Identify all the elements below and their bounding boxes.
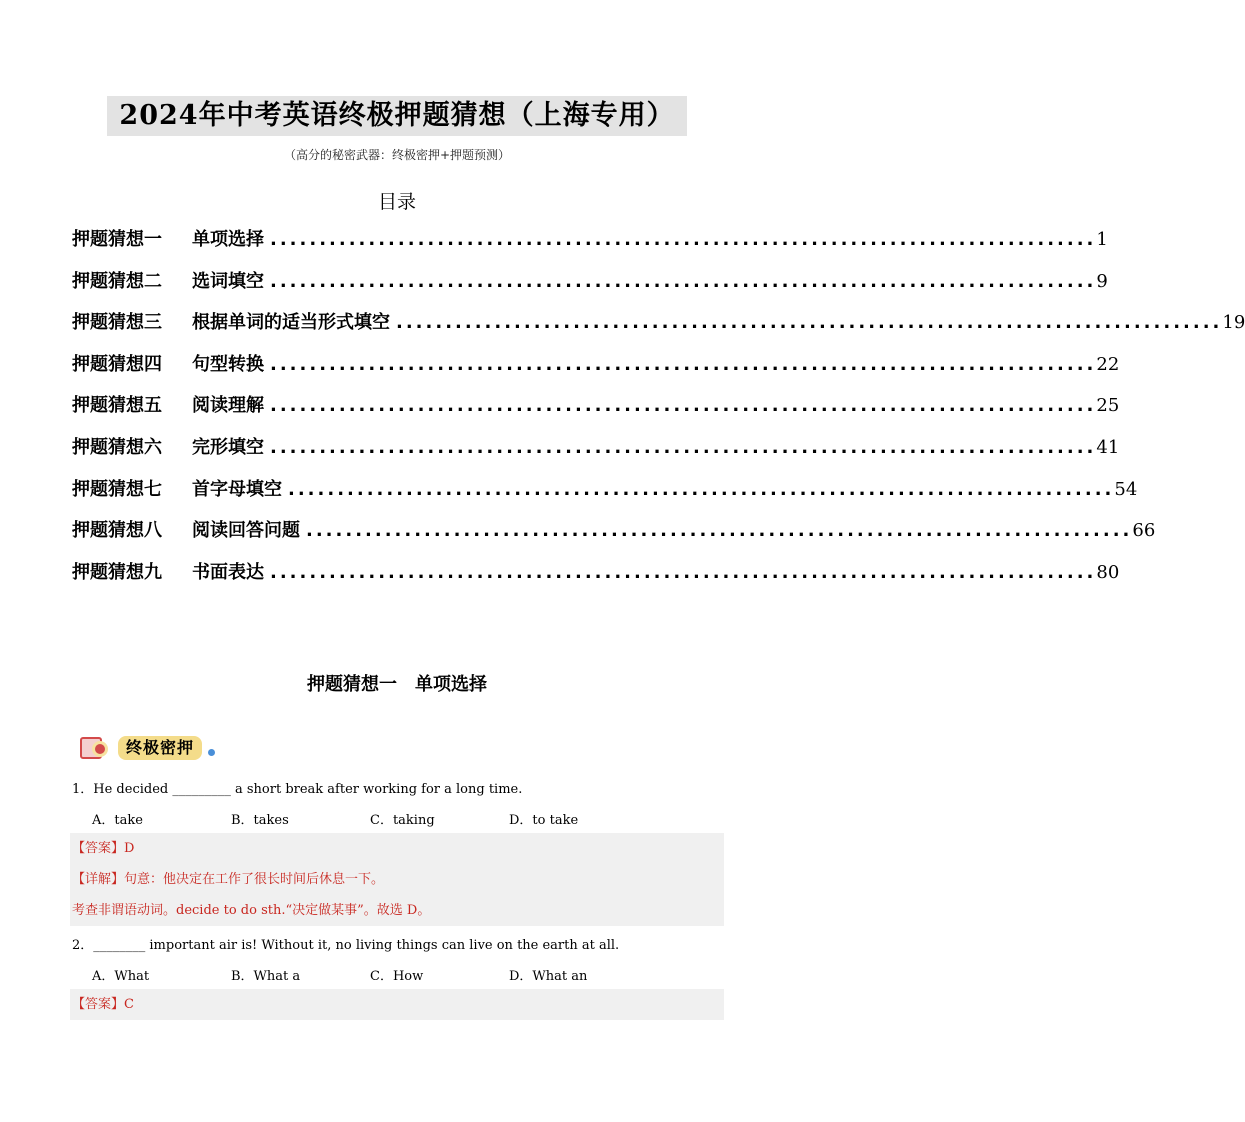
answer-box [70, 833, 724, 926]
option: B．What a [231, 969, 301, 984]
toc-entry-title: 选词填空 [192, 270, 264, 292]
option: D．What an [509, 969, 588, 984]
toc-entry-label: 押题猜想一 [72, 229, 162, 250]
toc-entry-label: 押题猜想八 [72, 520, 162, 542]
toc-entry-label: 押题猜想四 [72, 353, 162, 375]
toc-entry-title: 根据单词的适当形式填空 [192, 312, 390, 334]
toc-leader-dots: .................................................................................... [396, 312, 1223, 334]
toc-entry-title: 句型转换 [192, 353, 264, 375]
toc-entry-page: 19 [1222, 312, 1245, 334]
toc-leader-dots: .................................................................................... [270, 270, 1097, 292]
option: C．taking [370, 813, 435, 828]
target-paper-icon [80, 735, 114, 761]
question-options [92, 965, 648, 984]
toc-entry-title: 首字母填空 [192, 478, 282, 500]
section-badge [80, 735, 215, 761]
toc-leader-dots: .................................................................................... [270, 395, 1097, 417]
document-title: 2024年中考英语终极押题猜想（上海专用） [107, 96, 686, 136]
toc-entry-label: 押题猜想二 [72, 270, 162, 292]
question-stem: 2．________ important air is! Without it, no living things can live on the earth at all. [72, 938, 620, 953]
answer-line: 【答案】C [72, 997, 134, 1012]
toc-entry-page: 22 [1096, 353, 1120, 375]
toc-entry-label: 押题猜想三 [72, 312, 162, 334]
toc-entry[interactable] [72, 433, 1120, 475]
toc-entry-page: 9 [1096, 270, 1108, 292]
toc-entry-label: 押题猜想九 [72, 561, 162, 583]
badge-label: 终极密押 [118, 736, 202, 760]
toc-entry-page: 80 [1096, 561, 1120, 583]
toc-entry-page: 54 [1114, 478, 1138, 500]
toc-entry-title: 完形填空 [192, 436, 264, 458]
toc-entry-page: 25 [1096, 395, 1120, 417]
toc-entry-label: 押题猜想五 [72, 395, 162, 417]
dot-icon [208, 749, 215, 756]
toc-entry[interactable] [72, 558, 1120, 600]
toc-entry[interactable] [72, 350, 1120, 392]
toc-entry[interactable] [72, 267, 1108, 309]
toc-entry[interactable] [72, 516, 1156, 558]
option: C．How [370, 969, 424, 984]
table-of-contents [72, 225, 1245, 599]
toc-entry-title: 单项选择 [192, 229, 264, 250]
toc-leader-dots: .................................................................................... [270, 353, 1097, 375]
answer-line: 【答案】D [72, 841, 135, 856]
toc-entry-page: 66 [1132, 520, 1156, 542]
option: D．to take [509, 813, 579, 828]
toc-entry[interactable] [72, 391, 1120, 433]
toc-entry-label: 押题猜想六 [72, 436, 162, 458]
question-options [92, 809, 648, 828]
document-subtitle: （高分的秘密武器：终极密押+押题预测） [283, 148, 511, 162]
question-stem: 1．He decided _________ a short break after working for a long time. [72, 782, 523, 797]
toc-entry-page: 41 [1096, 436, 1120, 458]
toc-entry-page: 1 [1096, 229, 1108, 250]
toc-leader-dots: .................................................................................... [288, 478, 1115, 500]
toc-entry-title: 阅读回答问题 [192, 520, 300, 542]
section-heading: 押题猜想一 单项选择 [307, 674, 487, 695]
toc-entry[interactable] [72, 225, 1108, 267]
toc-entry[interactable] [72, 308, 1245, 350]
toc-leader-dots: .................................................................................... [270, 561, 1097, 583]
toc-entry-label: 押题猜想七 [72, 478, 162, 500]
detail-line: 考查非谓语动词。decide to do sth.“决定做某事”。故选 D。 [72, 903, 431, 918]
option: A．take [92, 813, 143, 828]
toc-entry-title: 阅读理解 [192, 395, 264, 417]
toc-entry[interactable] [72, 475, 1138, 517]
document-title-wrap [0, 96, 794, 136]
toc-heading: 目录 [377, 191, 416, 213]
toc-entry-title: 书面表达 [192, 561, 264, 583]
toc-leader-dots: .................................................................................... [270, 229, 1097, 250]
detail-line: 【详解】句意：他决定在工作了很长时间后休息一下。 [72, 872, 385, 887]
toc-leader-dots: .................................................................................... [270, 436, 1097, 458]
answer-box [70, 989, 724, 1020]
option: B．takes [231, 813, 289, 828]
option: A．What [92, 969, 150, 984]
toc-leader-dots: .................................................................................... [306, 520, 1133, 542]
